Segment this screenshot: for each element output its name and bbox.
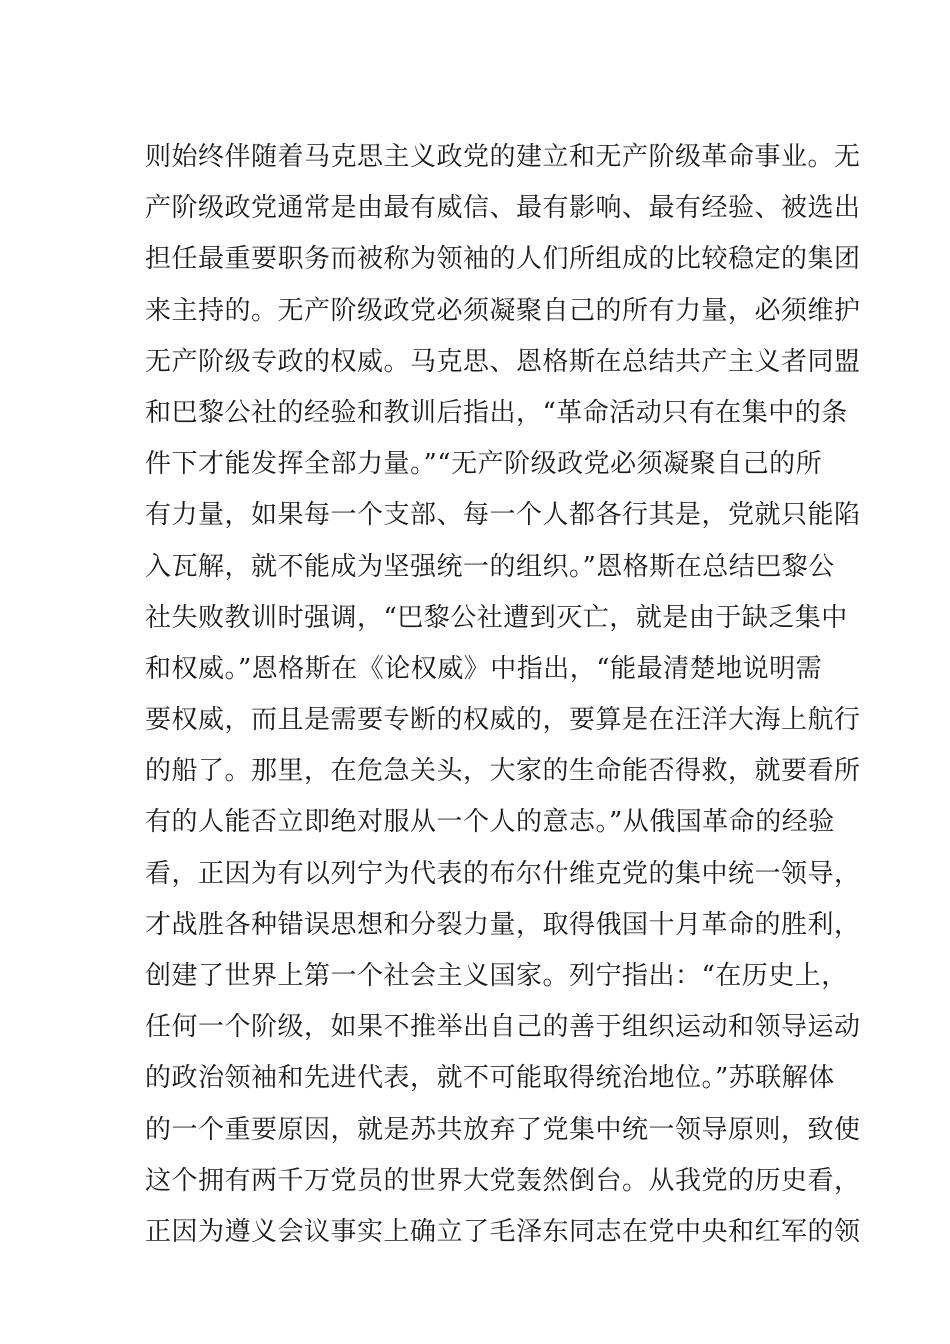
text-line: 无产阶级专政的权威。马克思、恩格斯在总结共产主义者同盟 (145, 346, 861, 377)
text-line: 担任最重要职务而被称为领袖的人们所组成的比较稳定的集团 (145, 244, 861, 275)
text-line: 有力量，如果每一个支部、每一个人都各行其是，党就只能陷 (145, 500, 861, 531)
body-paragraph (145, 132, 861, 1258)
text-line: 产阶级政党通常是由最有威信、最有影响、最有经验、被选出 (145, 193, 861, 224)
text-line: 创建了世界上第一个社会主义国家。列宁指出：“在历史上， (145, 961, 848, 991)
text-line: 才战胜各种错误思想和分裂力量，取得俄国十月革命的胜利， (145, 909, 861, 940)
text-line: 的政治领袖和先进代表，就不可能取得统治地位。”苏联解体 (145, 1063, 835, 1094)
text-line: 的船了。那里，在危急关头，大家的生命能否得救，就要看所 (145, 756, 861, 787)
text-line: 来主持的。无产阶级政党必须凝聚自己的所有力量，必须维护 (145, 295, 861, 326)
text-line: 则始终伴随着马克思主义政党的建立和无产阶级革命事业。无 (145, 142, 861, 172)
text-line: 和巴黎公社的经验和教训后指出，“革命活动只有在集中的条 (145, 397, 848, 428)
text-line: 的一个重要原因，就是苏共放弃了党集中统一领导原则，致使 (145, 1114, 861, 1145)
text-line: 件下才能发挥全部力量。”“无产阶级政党必须凝聚自己的所 (145, 449, 823, 480)
text-line: 看，正因为有以列宁为代表的布尔什维克党的集中统一领导， (145, 858, 861, 889)
text-line: 这个拥有两千万党员的世界大党轰然倒台。从我党的历史看， (145, 1165, 861, 1196)
text-line: 正因为遵义会议事实上确立了毛泽东同志在党中央和红军的领 (145, 1216, 861, 1247)
text-line: 任何一个阶级，如果不推举出自己的善于组织运动和领导运动 (145, 1012, 861, 1043)
text-line: 社失败教训时强调，“巴黎公社遭到灭亡，就是由于缺乏集中 (145, 602, 848, 633)
text-line: 入瓦解，就不能成为坚强统一的组织。”恩格斯在总结巴黎公 (145, 551, 835, 582)
text-line: 有的人能否立即绝对服从一个人的意志。”从俄国革命的经验 (145, 807, 835, 838)
text-line: 要权威，而且是需要专断的权威的，要算是在汪洋大海上航行 (145, 705, 861, 736)
text-line: 和权威。”恩格斯在《论权威》中指出，“能最清楚地说明需 (145, 653, 823, 684)
